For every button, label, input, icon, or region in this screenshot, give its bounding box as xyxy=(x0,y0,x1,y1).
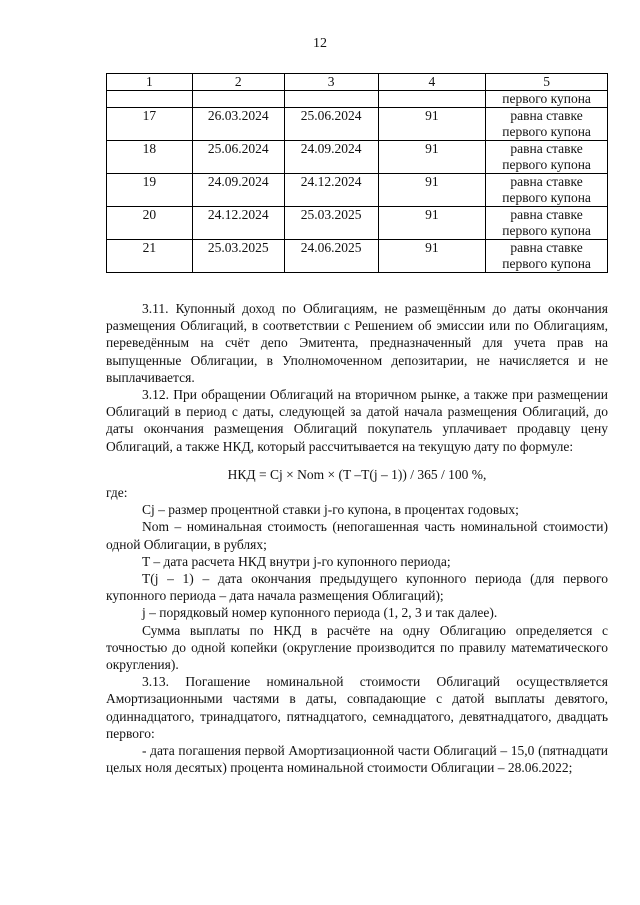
coupon-number: 19 xyxy=(107,174,193,207)
period-start-date: 26.03.2024 xyxy=(192,108,284,141)
definition-cj: Cj – размер процентной ставки j-го купона, в процентах годовых; xyxy=(142,502,519,518)
coupon-number: 20 xyxy=(107,207,193,240)
coupon-rate xyxy=(486,141,608,174)
table-row xyxy=(107,174,608,207)
definition-j: j – порядковый номер купонного периода (1, 2, 3 и так далее). xyxy=(142,605,498,621)
coupon-number: 21 xyxy=(107,240,193,273)
table-cell xyxy=(378,91,486,108)
period-start-date: 25.03.2025 xyxy=(192,240,284,273)
rounding-rule: Сумма выплаты по НКД в расчёте на одну Облигацию определяется с точностью до одной копейки (округление производится по правилу математического округления). xyxy=(106,622,608,673)
period-days: 91 xyxy=(378,141,486,174)
period-start-date: 24.09.2024 xyxy=(192,174,284,207)
definition-tj: T(j – 1) – дата окончания предыдущего купонного периода (для первого купонного периода – дата начала размещения Облигаций); xyxy=(106,571,608,604)
period-days: 91 xyxy=(378,174,486,207)
paragraph-3-11: 3.11. Купонный доход по Облигациям, не размещённым до даты окончания размещения Облигаций, в соответствии с Решением об эмиссии или по Облигациям, переведённым на счёт депо Эмитента, предназначенный для учета прав на выпущенные Облигации, в Уполномоченном депозитарии, не начисляется и не выплачивается. xyxy=(106,301,608,385)
table-cell xyxy=(284,91,378,108)
definition-nom: Nom – номинальная стоимость (непогашенная часть номинальной стоимости) одной Облигации, в рублях; xyxy=(106,519,608,552)
rate-line-2: первого купона xyxy=(502,256,591,271)
header-cell: 2 xyxy=(192,74,284,91)
table-row xyxy=(107,141,608,174)
table-header-row xyxy=(107,74,608,91)
document-body xyxy=(106,300,608,776)
coupon-rate xyxy=(486,240,608,273)
paragraph-3-13: 3.13. Погашение номинальной стоимости Облигаций осуществляется Амортизационными частями в даты, совпадающие с датой выплаты девятого, одиннадцатого, тринадцатого, пятнадцатого, семнадцатого, девятнадцатого, двадцать первого: xyxy=(106,674,608,741)
table-row xyxy=(107,240,608,273)
coupon-number: 17 xyxy=(107,108,193,141)
page-number: 12 xyxy=(313,36,327,51)
coupon-rate xyxy=(486,108,608,141)
period-days: 91 xyxy=(378,240,486,273)
coupon-rate xyxy=(486,174,608,207)
rate-line-1: равна ставке xyxy=(510,174,583,189)
period-end-date: 24.12.2024 xyxy=(284,174,378,207)
coupon-rate xyxy=(486,207,608,240)
rate-line-1: равна ставке xyxy=(510,240,583,255)
period-start-date: 24.12.2024 xyxy=(192,207,284,240)
table-row xyxy=(107,108,608,141)
rate-line-1: равна ставке xyxy=(510,141,583,156)
period-end-date: 25.03.2025 xyxy=(284,207,378,240)
rate-line-2: первого купона xyxy=(502,223,591,238)
coupon-schedule-table xyxy=(106,73,608,273)
period-days: 91 xyxy=(378,207,486,240)
header-cell: 4 xyxy=(378,74,486,91)
coupon-number: 18 xyxy=(107,141,193,174)
period-end-date: 24.06.2025 xyxy=(284,240,378,273)
formula-where-label: где: xyxy=(106,485,128,501)
rate-line-1: равна ставке xyxy=(510,108,583,123)
table-cell: первого купона xyxy=(486,91,608,108)
definition-t: T – дата расчета НКД внутри j-го купонного периода; xyxy=(142,553,451,569)
first-amortization-part: - дата погашения первой Амортизационной части Облигаций – 15,0 (пятнадцати целых ноля десятых) процента номинальной стоимости Облигации – 28.06.2022; xyxy=(106,743,608,776)
table-cell xyxy=(192,91,284,108)
header-cell: 3 xyxy=(284,74,378,91)
paragraph-3-12: 3.12. При обращении Облигаций на вторичном рынке, а также при размещении Облигаций в период с даты, следующей за датой начала размещения Облигаций, до даты окончания размещения Облигаций покупатель уплачивает продавцу цену Облигаций, а также НКД, который рассчитывается на текущую дату по формуле: xyxy=(106,387,608,454)
table-row xyxy=(107,207,608,240)
accrued-interest-formula: НКД = Cj × Nom × (T –T(j – 1)) / 365 / 100 %, xyxy=(227,466,487,482)
rate-line-1: равна ставке xyxy=(510,207,583,222)
header-cell: 5 xyxy=(486,74,608,91)
period-start-date: 25.06.2024 xyxy=(192,141,284,174)
period-end-date: 24.09.2024 xyxy=(284,141,378,174)
rate-line-2: первого купона xyxy=(502,124,591,139)
rate-line-2: первого купона xyxy=(502,190,591,205)
period-days: 91 xyxy=(378,108,486,141)
rate-line-2: первого купона xyxy=(502,157,591,172)
period-end-date: 25.06.2024 xyxy=(284,108,378,141)
table-continuation-row xyxy=(107,91,608,108)
table-cell xyxy=(107,91,193,108)
header-cell: 1 xyxy=(107,74,193,91)
